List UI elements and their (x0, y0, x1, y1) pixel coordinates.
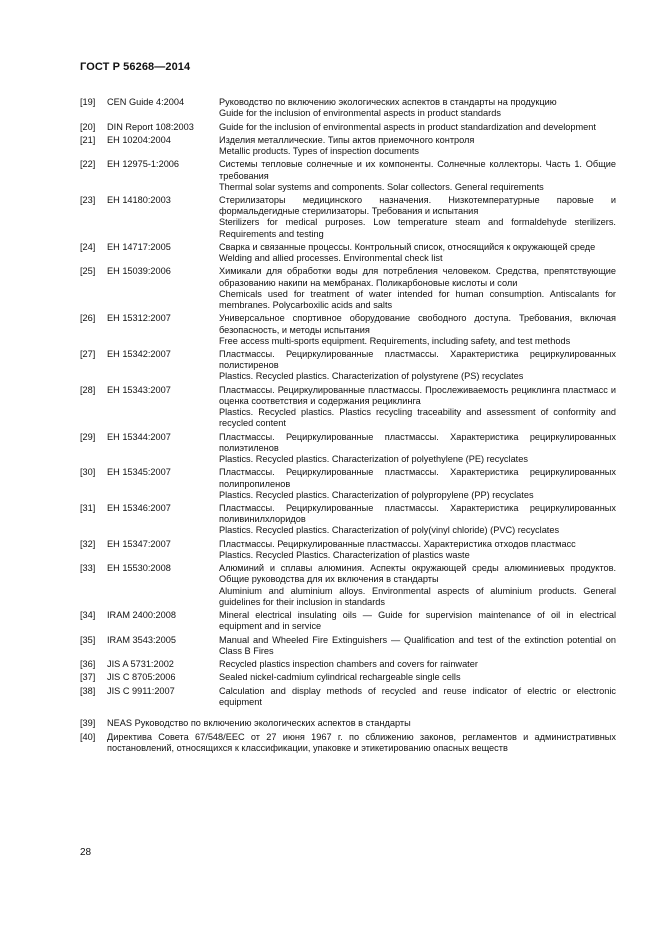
reference-description (219, 563, 616, 608)
reference-description (219, 135, 616, 157)
reference-number: [24] (80, 241, 96, 252)
reference-description (219, 349, 616, 383)
reference-code: EH 15530:2008 (107, 563, 171, 574)
reference-title-line: Сварка и связанные процессы. Контрольный список, относящийся к окружающей среде (219, 241, 596, 252)
reference-description: Директива Совета 67/548/EEC от 27 июня 1967 г. по сближению законов, регламентов и административных постановлений, относящихся к классификации, упаковке и этикетированию опасных веществ (107, 731, 616, 753)
reference-item (80, 732, 616, 754)
reference-title-line: Free access multi-sports equipment. Requirements, including safety, and test methods (219, 335, 571, 346)
reference-number: [30] (80, 467, 96, 478)
document-header: ГОСТ Р 56268—2014 (80, 61, 191, 73)
reference-code: EH 15312:2007 (107, 313, 171, 324)
reference-description (219, 122, 616, 133)
page-number: 28 (80, 847, 92, 858)
reference-title-line: Manual and Wheeled Fire Extinguishers — Qualification and test of the extinction potential on Class B Fires (219, 634, 616, 656)
reference-title-line: Chemicals used for treatment of water intended for human consumption. Antiscalants for membranes. Polycarboxilic acids and salts (219, 288, 616, 311)
reference-item (80, 686, 616, 708)
reference-title-line: Химикали для обработки воды для потребления человеком. Средства, препятствующие образованию накипи на мембранах. Поликарбоновые кислоты и соли (219, 266, 616, 288)
reference-title-line: Универсальное спортивное оборудование свободного доступа. Требования, включая безопасность, и методы испытания (219, 313, 616, 335)
reference-description (219, 266, 616, 311)
reference-title-line: Пластмассы. Рециркулированные пластмассы. Характеристика рециркулированных полистиренов (219, 349, 616, 371)
reference-description (219, 539, 616, 561)
reference-number: [20] (80, 121, 96, 132)
reference-title-line: Guide for the inclusion of environmental aspects in product standards (219, 108, 501, 119)
reference-title-line: Thermal solar systems and components. Solar collectors. General requirements (219, 181, 544, 192)
reference-description (219, 195, 616, 240)
reference-item (80, 313, 616, 347)
reference-code: EH 12975-1:2006 (107, 159, 180, 170)
reference-code: EH 15345:2007 (107, 467, 171, 478)
reference-item (80, 718, 616, 729)
reference-code: DIN Report 108:2003 (107, 121, 194, 132)
reference-code: IRAM 2400:2008 (107, 610, 176, 621)
reference-title-line: Plastics. Recycled plastics. Characterization of poly(vinyl chloride) (PVC) recyclates (219, 525, 560, 536)
reference-number: [35] (80, 634, 96, 645)
reference-code: EH 14717:2005 (107, 241, 171, 252)
reference-item (80, 635, 616, 657)
reference-title-line: Sterilizers for medical purposes. Low temperature steam and formaldehyde sterilizers. Requirements and testing (219, 217, 616, 239)
reference-title-line: Системы тепловые солнечные и их компоненты. Солнечные коллекторы. Часть 1. Общие требования (219, 159, 616, 181)
reference-item (80, 135, 616, 157)
reference-title-line: Plastics. Recycled plastics. Characterization of polyethylene (PE) recyclates (219, 454, 528, 465)
reference-item (80, 539, 616, 561)
reference-item (80, 97, 616, 119)
reference-item (80, 122, 616, 133)
reference-title-line: Алюминий и сплавы алюминия. Аспекты окружающей среды алюминиевых продуктов. Общие руководства для их включения в стандарты (219, 563, 616, 585)
reference-title-line: Calculation and display methods of recycled and reuse indicator of electric or electronic equipment (219, 685, 616, 707)
reference-description (219, 635, 616, 657)
reference-title-line: Пластмассы. Рециркулированные пластмассы. Характеристика отходов пластмасс (219, 538, 576, 549)
reference-number: [34] (80, 610, 96, 621)
reference-description: NEAS Руководство по включению экологических аспектов в стандарты (107, 718, 411, 729)
reference-code: EH 15347:2007 (107, 538, 171, 549)
reference-number: [19] (80, 97, 96, 107)
reference-title-line: Plastics. Recycled Plastics. Characterization of plastics waste (219, 549, 470, 560)
reference-item (80, 385, 616, 430)
bibliography-list (80, 97, 616, 756)
reference-number: [23] (80, 195, 96, 205)
reference-number: [32] (80, 538, 96, 549)
reference-description (219, 385, 616, 430)
reference-number: [39] (80, 718, 96, 729)
reference-title-line: Пластмассы. Рециркулированные пластмассы. Характеристика рециркулированных полиэтиленов (219, 431, 616, 453)
reference-title-line: Recycled plastics inspection chambers and covers for rainwater (219, 659, 478, 670)
reference-code: EH 15343:2007 (107, 384, 171, 395)
reference-item (80, 266, 616, 311)
reference-description (219, 242, 616, 264)
reference-title-line: Metallic products. Types of inspection documents (219, 146, 420, 156)
reference-item (80, 242, 616, 264)
reference-number: [38] (80, 685, 96, 696)
reference-title-line: Plastics. Recycled plastics. Characterization of polystyrene (PS) recyclates (219, 371, 524, 382)
reference-code: EH 15039:2006 (107, 266, 171, 277)
reference-number: [33] (80, 563, 96, 574)
reference-description (219, 467, 616, 501)
reference-item (80, 563, 616, 608)
reference-code: JIS C 8705:2006 (107, 672, 176, 683)
reference-item (80, 610, 616, 632)
reference-title-line: Пластмассы. Рециркулированные пластмассы. Прослеживаемость рециклинга пластмасс и оценка соответствия и содержания рециклинга (219, 384, 616, 406)
reference-item (80, 503, 616, 537)
reference-code: EH 15346:2007 (107, 503, 171, 514)
reference-title-line: Sealed nickel-cadmium cylindrical rechargeable single cells (219, 672, 461, 683)
reference-code: EH 15342:2007 (107, 349, 171, 360)
reference-item (80, 432, 616, 466)
reference-title-line: Aluminium and aluminium alloys. Environmental aspects of aluminium products. General guidelines for their inclusion in standards (219, 585, 616, 607)
reference-title-line: Welding and allied processes. Environmental check list (219, 253, 443, 264)
reference-code: EH 15344:2007 (107, 431, 171, 442)
reference-number: [26] (80, 313, 96, 324)
reference-description (219, 686, 616, 708)
reference-number: [40] (80, 731, 96, 742)
reference-title-line: Plastics. Recycled plastics. Plastics recycling traceability and assessment of conformity and recycled content (219, 407, 616, 429)
reference-number: [37] (80, 672, 96, 683)
reference-description (219, 659, 616, 670)
reference-item (80, 659, 616, 670)
reference-number: [21] (80, 134, 96, 145)
reference-number: [27] (80, 349, 96, 360)
reference-description (219, 610, 616, 632)
reference-code: EH 10204:2004 (107, 134, 171, 145)
reference-title-line: Руководство по включению экологических аспектов в стандарты на продукцию (219, 97, 557, 107)
reference-description (219, 97, 616, 119)
reference-description (219, 432, 616, 466)
reference-description (219, 313, 616, 347)
reference-title-line: Plastics. Recycled plastics. Characterization of polypropylene (PP) recyclates (219, 489, 534, 500)
reference-code: EH 14180:2003 (107, 195, 171, 205)
reference-item (80, 467, 616, 501)
reference-number: [31] (80, 503, 96, 514)
reference-title-line: Пластмассы. Рециркулированные пластмассы. Характеристика рециркулированных полипропиленов (219, 467, 616, 489)
reference-title-line: Guide for the inclusion of environmental aspects in product standardization and development (219, 121, 596, 132)
reference-code: JIS C 9911:2007 (107, 685, 175, 696)
reference-item (80, 349, 616, 383)
reference-title-line: Стерилизаторы медицинского назначения. Низкотемпературные паровые и формальдегидные стерилизаторы. Требования и испытания (219, 195, 616, 217)
reference-description (219, 159, 616, 193)
reference-number: [29] (80, 431, 96, 442)
reference-number: [22] (80, 159, 96, 170)
reference-number: [25] (80, 266, 96, 277)
reference-description (219, 672, 616, 683)
reference-title-line: Пластмассы. Рециркулированные пластмассы. Характеристика рециркулированных поливинилхлоридов (219, 503, 616, 525)
reference-item (80, 195, 616, 240)
reference-title-line: Mineral electrical insulating oils — Guide for supervision maintenance of oil in electrical equipment and in service (219, 610, 616, 632)
reference-code: JIS A 5731:2002 (107, 659, 174, 670)
reference-number: [28] (80, 384, 96, 395)
reference-code: IRAM 3543:2005 (107, 634, 176, 645)
reference-number: [36] (80, 659, 96, 670)
reference-code: CEN Guide 4:2004 (107, 97, 185, 107)
reference-item (80, 672, 616, 683)
reference-description (219, 503, 616, 537)
reference-title-line: Изделия металлические. Типы актов приемочного контроля (219, 134, 475, 145)
reference-item (80, 159, 616, 193)
